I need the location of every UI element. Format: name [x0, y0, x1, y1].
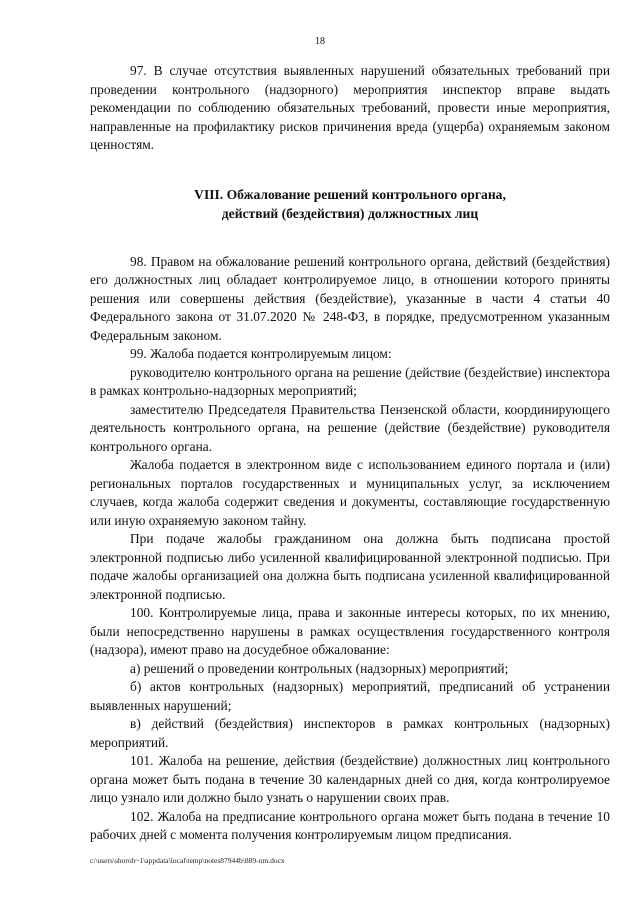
paragraph-99-item-2: заместителю Председателя Правительства Пензенской области, координирующего деятельность контрольного органа, на решение (действие (бездействие) руководителя контрольного органа. — [90, 401, 610, 454]
paragraph-100: 100. Контролируемые лица, права и законные интересы которых, по их мнению, были непосредственно нарушены в рамках осуществления государственного контроля (надзора), имеют право на досудебное обжалование: — [90, 605, 610, 657]
paragraph-101: 101. Жалоба на решение, действия (бездействие) должностных лиц контрольного органа может быть подана в течение 30 календарных дней со дня, когда контролируемое лицо узнало или должно было узнать о нарушении своих прав. — [90, 753, 610, 805]
paragraph-100-a: а) решений о проведении контрольных (надзорных) мероприятий; — [130, 660, 509, 676]
page-number: 18 — [315, 36, 325, 47]
paragraph-100-c: в) действий (бездействия) инспекторов в рамках контрольных (надзорных) мероприятий. — [90, 716, 610, 750]
file-path-footer: c:\users\shoroh~1\appdata\local\temp\notes87944b\889-nm.docx — [90, 856, 285, 865]
paragraph-102: 102. Жалоба на предписание контрольного органа может быть подана в течение 10 рабочих дней с момента получения контролируемым лицом предписания. — [90, 808, 610, 842]
section-title-line-2: действий (бездействия) должностных лиц — [221, 205, 479, 221]
document-body — [90, 62, 610, 845]
section-title — [90, 185, 610, 223]
paragraph-99-electronic: Жалоба подается в электронном виде с использованием единого портала и (или) региональных порталов государственных и муниципальных услуг, за исключением случаев, когда жалоба содержит сведения и документы, составляющие государственную или иную охраняемую законом тайну. — [90, 457, 610, 528]
paragraph-100-b: б) актов контрольных (надзорных) мероприятий, предписаний об устранении выявленных нарушений; — [90, 679, 610, 713]
paragraph-97: 97. В случае отсутствия выявленных нарушений обязательных требований при проведении контрольного (надзорного) мероприятия инспектор вправе выдать рекомендации по соблюдению обязательных требований, провести иные мероприятия, направленные на профилактику рисков причинения вреда (ущерба) охраняемым законом ценностям. — [90, 63, 610, 152]
paragraph-99: 99. Жалоба подается контролируемым лицом: — [130, 346, 392, 361]
section-title-line-1: VIII. Обжалование решений контрольного органа, — [194, 186, 506, 202]
paragraph-99-signature: При подаче жалобы гражданином она должна быть подписана простой электронной подписью либо усиленной квалифицированной электронной подписью. При подаче жалобы организацией она должна быть подписана усиленной квалифицированной электронной подписью. — [90, 531, 610, 602]
paragraph-99-item-1: руководителю контрольного органа на решение (действие (бездействие) инспектора в рамках контрольно-надзорных мероприятий; — [90, 364, 610, 398]
paragraph-98: 98. Правом на обжалование решений контрольного органа, действий (бездействия) его должностных лиц обладает контролируемое лицо, в отношении которого приняты решения или совершены действия (бездействие), указанные в части 4 статьи 40 Федерального закона от 31.07.2020 № 248-ФЗ, в порядке, предусмотренном указанным Федеральным законом. — [90, 253, 610, 343]
